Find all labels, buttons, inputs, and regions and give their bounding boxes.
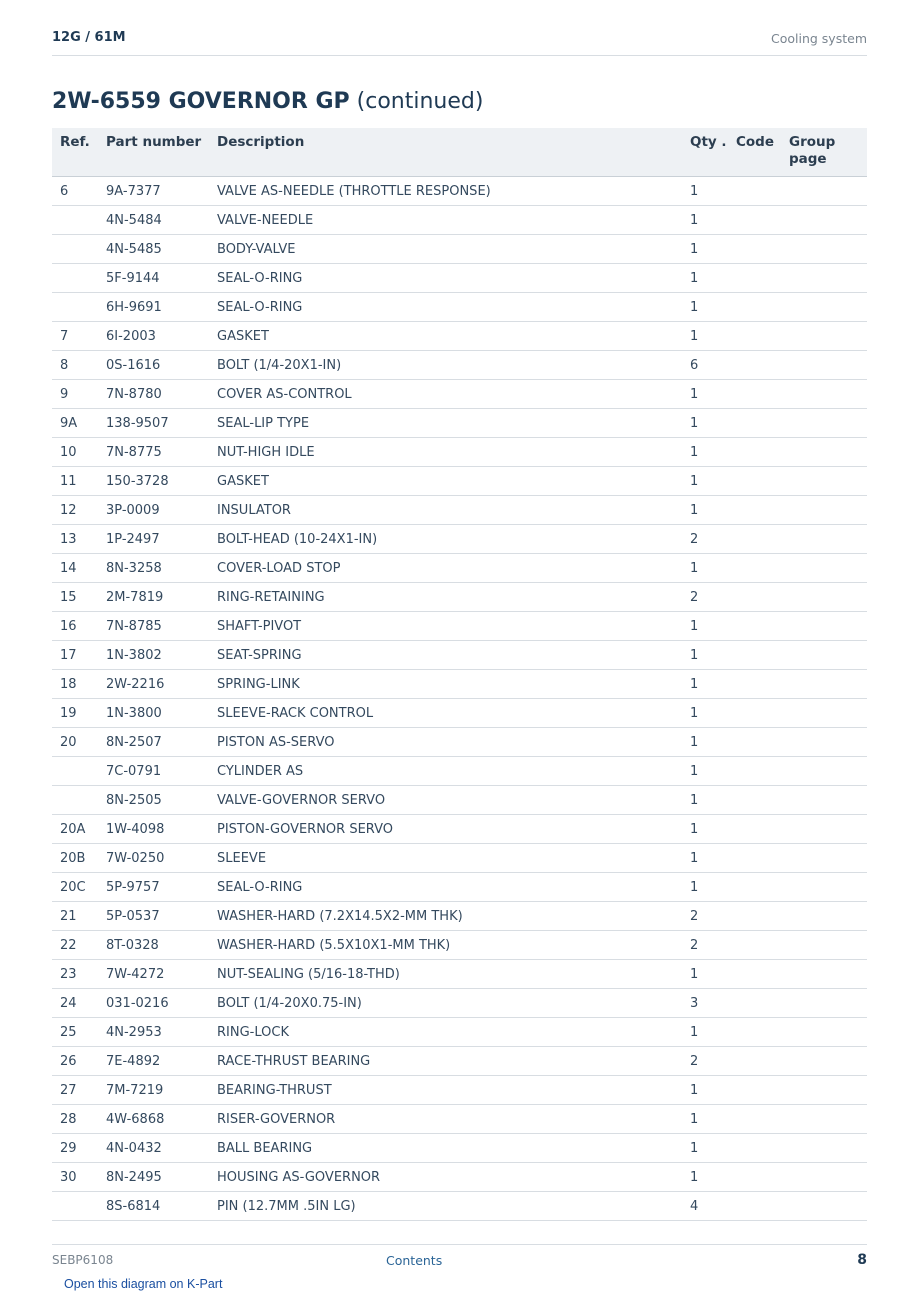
code-cell xyxy=(728,583,781,612)
table-row xyxy=(52,931,867,960)
qty-cell: 1 xyxy=(682,1163,728,1192)
table-row xyxy=(52,583,867,612)
code-cell xyxy=(728,989,781,1018)
group-page-cell xyxy=(781,293,867,322)
qty-cell: 1 xyxy=(682,177,728,206)
part-number-cell: 7N-8780 xyxy=(98,380,209,409)
part-number-cell: 4N-2953 xyxy=(98,1018,209,1047)
qty-cell: 1 xyxy=(682,960,728,989)
page-number: 8 xyxy=(857,1252,867,1268)
group-page-cell xyxy=(781,264,867,293)
part-number-cell: 5P-9757 xyxy=(98,873,209,902)
table-row xyxy=(52,815,867,844)
table-header-row xyxy=(52,128,867,177)
part-number-cell: 7W-4272 xyxy=(98,960,209,989)
description-cell: SEAL-O-RING xyxy=(209,293,682,322)
ref-cell: 14 xyxy=(52,554,98,583)
qty-cell: 1 xyxy=(682,699,728,728)
ref-cell: 26 xyxy=(52,1047,98,1076)
qty-cell: 1 xyxy=(682,1076,728,1105)
qty-cell: 1 xyxy=(682,1018,728,1047)
part-number-cell: 3P-0009 xyxy=(98,496,209,525)
description-cell: SEAL-LIP TYPE xyxy=(209,409,682,438)
qty-cell: 1 xyxy=(682,612,728,641)
qty-cell: 1 xyxy=(682,670,728,699)
code-cell xyxy=(728,1105,781,1134)
qty-cell: 1 xyxy=(682,380,728,409)
description-cell: BOLT-HEAD (10-24X1-IN) xyxy=(209,525,682,554)
table-row xyxy=(52,351,867,380)
part-number-cell: 8T-0328 xyxy=(98,931,209,960)
qty-cell: 1 xyxy=(682,293,728,322)
part-number-cell: 7W-0250 xyxy=(98,844,209,873)
part-number-cell: 4W-6868 xyxy=(98,1105,209,1134)
table-row xyxy=(52,902,867,931)
qty-cell: 1 xyxy=(682,467,728,496)
code-cell xyxy=(728,786,781,815)
table-row xyxy=(52,380,867,409)
description-cell: WASHER-HARD (5.5X10X1-MM THK) xyxy=(209,931,682,960)
ref-cell: 30 xyxy=(52,1163,98,1192)
description-cell: NUT-SEALING (5/16-18-THD) xyxy=(209,960,682,989)
part-number-cell: 9A-7377 xyxy=(98,177,209,206)
description-cell: BEARING-THRUST xyxy=(209,1076,682,1105)
group-page-cell xyxy=(781,351,867,380)
table-row xyxy=(52,989,867,1018)
ref-cell: 9A xyxy=(52,409,98,438)
group-page-cell xyxy=(781,583,867,612)
code-cell xyxy=(728,496,781,525)
ref-cell: 8 xyxy=(52,351,98,380)
col-header-ref: Ref. xyxy=(52,128,98,177)
ref-cell: 12 xyxy=(52,496,98,525)
ref-cell: 13 xyxy=(52,525,98,554)
code-cell xyxy=(728,1047,781,1076)
open-diagram-kpart-link[interactable]: Open this diagram on K-Part xyxy=(64,1277,223,1291)
description-cell: RING-LOCK xyxy=(209,1018,682,1047)
col-header-part-number: Part number xyxy=(98,128,209,177)
description-cell: HOUSING AS-GOVERNOR xyxy=(209,1163,682,1192)
code-cell xyxy=(728,235,781,264)
code-cell xyxy=(728,467,781,496)
part-number-cell: 5P-0537 xyxy=(98,902,209,931)
group-page-cell xyxy=(781,931,867,960)
group-page-cell xyxy=(781,1163,867,1192)
part-number-cell: 0S-1616 xyxy=(98,351,209,380)
group-page-cell xyxy=(781,554,867,583)
qty-cell: 1 xyxy=(682,409,728,438)
part-number-cell: 138-9507 xyxy=(98,409,209,438)
part-number-cell: 8S-6814 xyxy=(98,1192,209,1221)
description-cell: INSULATOR xyxy=(209,496,682,525)
description-cell: BALL BEARING xyxy=(209,1134,682,1163)
col-header-code: Code xyxy=(728,128,781,177)
ref-cell xyxy=(52,757,98,786)
ref-cell: 23 xyxy=(52,960,98,989)
qty-cell: 2 xyxy=(682,902,728,931)
code-cell xyxy=(728,960,781,989)
qty-cell: 1 xyxy=(682,757,728,786)
description-cell: WASHER-HARD (7.2X14.5X2-MM THK) xyxy=(209,902,682,931)
ref-cell: 28 xyxy=(52,1105,98,1134)
table-row xyxy=(52,525,867,554)
group-page-cell xyxy=(781,1105,867,1134)
code-cell xyxy=(728,728,781,757)
code-cell xyxy=(728,1018,781,1047)
ref-cell: 17 xyxy=(52,641,98,670)
group-page-cell xyxy=(781,409,867,438)
part-number-cell: 7N-8785 xyxy=(98,612,209,641)
code-cell xyxy=(728,1076,781,1105)
part-number-cell: 8N-2495 xyxy=(98,1163,209,1192)
description-cell: RING-RETAINING xyxy=(209,583,682,612)
ref-cell xyxy=(52,786,98,815)
part-number-cell: 4N-0432 xyxy=(98,1134,209,1163)
description-cell: SLEEVE-RACK CONTROL xyxy=(209,699,682,728)
ref-cell: 20C xyxy=(52,873,98,902)
group-page-cell xyxy=(781,873,867,902)
part-number-cell: 5F-9144 xyxy=(98,264,209,293)
qty-cell: 1 xyxy=(682,873,728,902)
code-cell xyxy=(728,815,781,844)
code-cell xyxy=(728,757,781,786)
code-cell xyxy=(728,902,781,931)
description-cell: VALVE AS-NEEDLE (THROTTLE RESPONSE) xyxy=(209,177,682,206)
group-page-cell xyxy=(781,438,867,467)
ref-cell xyxy=(52,1192,98,1221)
ref-cell: 20B xyxy=(52,844,98,873)
table-row xyxy=(52,264,867,293)
col-header-description: Description xyxy=(209,128,682,177)
description-cell: PISTON AS-SERVO xyxy=(209,728,682,757)
code-cell xyxy=(728,873,781,902)
group-page-cell xyxy=(781,815,867,844)
group-page-cell xyxy=(781,177,867,206)
ref-cell: 6 xyxy=(52,177,98,206)
code-cell xyxy=(728,670,781,699)
part-number-cell: 6I-2003 xyxy=(98,322,209,351)
qty-cell: 1 xyxy=(682,554,728,583)
group-page-cell xyxy=(781,1018,867,1047)
group-page-cell xyxy=(781,235,867,264)
description-cell: SHAFT-PIVOT xyxy=(209,612,682,641)
code-cell xyxy=(728,293,781,322)
table-row xyxy=(52,1163,867,1192)
group-page-cell xyxy=(781,467,867,496)
group-page-cell xyxy=(781,699,867,728)
group-page-cell xyxy=(781,786,867,815)
table-row xyxy=(52,728,867,757)
code-cell xyxy=(728,177,781,206)
code-cell xyxy=(728,1163,781,1192)
part-number-cell: 2W-2216 xyxy=(98,670,209,699)
ref-cell xyxy=(52,264,98,293)
table-row xyxy=(52,438,867,467)
qty-cell: 4 xyxy=(682,1192,728,1221)
part-number-cell: 8N-2505 xyxy=(98,786,209,815)
title-main: 2W-6559 GOVERNOR GP xyxy=(52,89,350,114)
description-cell: CYLINDER AS xyxy=(209,757,682,786)
part-number-cell: 1W-4098 xyxy=(98,815,209,844)
group-page-cell xyxy=(781,1192,867,1221)
group-page-cell xyxy=(781,380,867,409)
qty-cell: 1 xyxy=(682,322,728,351)
part-number-cell: 7N-8775 xyxy=(98,438,209,467)
table-row xyxy=(52,1192,867,1221)
description-cell: GASKET xyxy=(209,467,682,496)
ref-cell: 9 xyxy=(52,380,98,409)
group-page-cell xyxy=(781,1134,867,1163)
parts-table-body xyxy=(52,177,867,1221)
code-cell xyxy=(728,612,781,641)
table-row xyxy=(52,177,867,206)
table-row xyxy=(52,1047,867,1076)
part-number-cell: 150-3728 xyxy=(98,467,209,496)
part-number-cell: 7E-4892 xyxy=(98,1047,209,1076)
qty-cell: 3 xyxy=(682,989,728,1018)
qty-cell: 2 xyxy=(682,931,728,960)
description-cell: COVER-LOAD STOP xyxy=(209,554,682,583)
part-number-cell: 8N-3258 xyxy=(98,554,209,583)
group-page-cell xyxy=(781,641,867,670)
group-page-cell xyxy=(781,496,867,525)
qty-cell: 1 xyxy=(682,844,728,873)
qty-cell: 1 xyxy=(682,1134,728,1163)
table-row xyxy=(52,757,867,786)
part-number-cell: 4N-5485 xyxy=(98,235,209,264)
part-number-cell: 4N-5484 xyxy=(98,206,209,235)
description-cell: BOLT (1/4-20X1-IN) xyxy=(209,351,682,380)
code-cell xyxy=(728,322,781,351)
qty-cell: 6 xyxy=(682,351,728,380)
ref-cell: 24 xyxy=(52,989,98,1018)
table-row xyxy=(52,844,867,873)
description-cell: SPRING-LINK xyxy=(209,670,682,699)
part-number-cell: 031-0216 xyxy=(98,989,209,1018)
group-page-cell xyxy=(781,902,867,931)
ref-cell: 18 xyxy=(52,670,98,699)
group-page-cell xyxy=(781,525,867,554)
table-row xyxy=(52,699,867,728)
qty-cell: 1 xyxy=(682,264,728,293)
group-page-cell xyxy=(781,960,867,989)
table-row xyxy=(52,641,867,670)
group-page-cell xyxy=(781,322,867,351)
code-cell xyxy=(728,525,781,554)
ref-cell: 19 xyxy=(52,699,98,728)
group-page-cell xyxy=(781,1076,867,1105)
description-cell: RACE-THRUST BEARING xyxy=(209,1047,682,1076)
title-suffix: (continued) xyxy=(349,89,484,114)
part-number-cell: 1N-3802 xyxy=(98,641,209,670)
table-row xyxy=(52,612,867,641)
group-page-cell xyxy=(781,1047,867,1076)
description-cell: BODY-VALVE xyxy=(209,235,682,264)
group-page-cell xyxy=(781,728,867,757)
qty-cell: 2 xyxy=(682,583,728,612)
code-cell xyxy=(728,699,781,728)
description-cell: VALVE-GOVERNOR SERVO xyxy=(209,786,682,815)
code-cell xyxy=(728,641,781,670)
contents-link[interactable]: Contents xyxy=(386,1253,443,1268)
part-number-cell: 2M-7819 xyxy=(98,583,209,612)
code-cell xyxy=(728,438,781,467)
ref-cell: 16 xyxy=(52,612,98,641)
table-row xyxy=(52,1018,867,1047)
ref-cell: 10 xyxy=(52,438,98,467)
table-row xyxy=(52,293,867,322)
ref-cell: 11 xyxy=(52,467,98,496)
ref-cell: 20 xyxy=(52,728,98,757)
ref-cell: 27 xyxy=(52,1076,98,1105)
qty-cell: 1 xyxy=(682,438,728,467)
table-row xyxy=(52,1105,867,1134)
model-label: 12G / 61M xyxy=(52,30,126,45)
qty-cell: 1 xyxy=(682,728,728,757)
qty-cell: 1 xyxy=(682,815,728,844)
table-row xyxy=(52,206,867,235)
code-cell xyxy=(728,264,781,293)
group-page-cell xyxy=(781,757,867,786)
ref-cell: 22 xyxy=(52,931,98,960)
group-page-cell xyxy=(781,670,867,699)
table-row xyxy=(52,873,867,902)
description-cell: VALVE-NEEDLE xyxy=(209,206,682,235)
group-page-cell xyxy=(781,206,867,235)
table-row xyxy=(52,786,867,815)
group-page-cell xyxy=(781,989,867,1018)
description-cell: SEAT-SPRING xyxy=(209,641,682,670)
part-number-cell: 1N-3800 xyxy=(98,699,209,728)
qty-cell: 2 xyxy=(682,1047,728,1076)
table-row xyxy=(52,1076,867,1105)
ref-cell: 25 xyxy=(52,1018,98,1047)
table-row xyxy=(52,670,867,699)
ref-cell: 29 xyxy=(52,1134,98,1163)
footer-divider xyxy=(52,1244,867,1245)
group-page-cell xyxy=(781,612,867,641)
page-title xyxy=(52,89,483,114)
ref-cell xyxy=(52,235,98,264)
table-row xyxy=(52,409,867,438)
part-number-cell: 8N-2507 xyxy=(98,728,209,757)
col-header-group-page: Group page xyxy=(781,128,867,177)
table-row xyxy=(52,467,867,496)
description-cell: NUT-HIGH IDLE xyxy=(209,438,682,467)
part-number-cell: 7M-7219 xyxy=(98,1076,209,1105)
code-cell xyxy=(728,380,781,409)
code-cell xyxy=(728,206,781,235)
code-cell xyxy=(728,409,781,438)
qty-cell: 1 xyxy=(682,496,728,525)
document-id: SEBP6108 xyxy=(52,1253,114,1267)
section-label: Cooling system xyxy=(771,31,867,46)
parts-table xyxy=(52,128,867,1221)
table-row xyxy=(52,960,867,989)
part-number-cell: 1P-2497 xyxy=(98,525,209,554)
qty-cell: 1 xyxy=(682,235,728,264)
part-number-cell: 7C-0791 xyxy=(98,757,209,786)
table-row xyxy=(52,496,867,525)
col-header-qty: Qty . xyxy=(682,128,728,177)
ref-cell xyxy=(52,293,98,322)
ref-cell xyxy=(52,206,98,235)
ref-cell: 15 xyxy=(52,583,98,612)
part-number-cell: 6H-9691 xyxy=(98,293,209,322)
table-row xyxy=(52,235,867,264)
code-cell xyxy=(728,554,781,583)
qty-cell: 2 xyxy=(682,525,728,554)
qty-cell: 1 xyxy=(682,641,728,670)
code-cell xyxy=(728,844,781,873)
description-cell: PIN (12.7MM .5IN LG) xyxy=(209,1192,682,1221)
qty-cell: 1 xyxy=(682,1105,728,1134)
code-cell xyxy=(728,1134,781,1163)
group-page-cell xyxy=(781,844,867,873)
table-row xyxy=(52,322,867,351)
code-cell xyxy=(728,931,781,960)
description-cell: BOLT (1/4-20X0.75-IN) xyxy=(209,989,682,1018)
description-cell: SEAL-O-RING xyxy=(209,873,682,902)
description-cell: RISER-GOVERNOR xyxy=(209,1105,682,1134)
table-row xyxy=(52,554,867,583)
description-cell: COVER AS-CONTROL xyxy=(209,380,682,409)
page-header xyxy=(52,28,867,56)
qty-cell: 1 xyxy=(682,786,728,815)
description-cell: SEAL-O-RING xyxy=(209,264,682,293)
ref-cell: 7 xyxy=(52,322,98,351)
description-cell: GASKET xyxy=(209,322,682,351)
code-cell xyxy=(728,1192,781,1221)
table-row xyxy=(52,1134,867,1163)
description-cell: PISTON-GOVERNOR SERVO xyxy=(209,815,682,844)
qty-cell: 1 xyxy=(682,206,728,235)
ref-cell: 20A xyxy=(52,815,98,844)
code-cell xyxy=(728,351,781,380)
ref-cell: 21 xyxy=(52,902,98,931)
description-cell: SLEEVE xyxy=(209,844,682,873)
